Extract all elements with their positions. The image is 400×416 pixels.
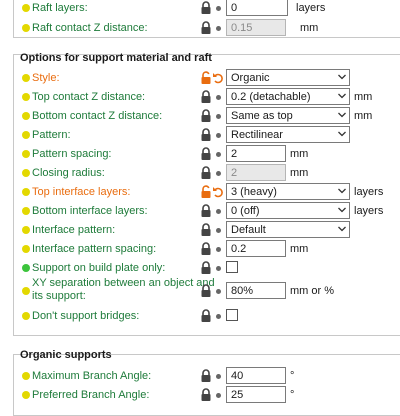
lock-icon[interactable]: [200, 204, 212, 218]
lock-icon[interactable]: [200, 109, 212, 123]
dont-support-bridges-checkbox[interactable]: [226, 309, 238, 321]
raft-layers-row: [14, 0, 400, 18]
support-build-plate-row: [14, 259, 400, 278]
pattern-spacing-label: Pattern spacing:: [32, 148, 112, 160]
unlock-icon[interactable]: [200, 185, 212, 199]
lock-icon[interactable]: [200, 223, 212, 237]
bottom-interface-layers-row: [14, 202, 400, 221]
lock-icon[interactable]: [200, 166, 212, 180]
group-title: Organic supports: [20, 349, 112, 361]
raft-contact-z-label: Raft contact Z distance:: [32, 22, 148, 34]
bottom-contact-z-value: Same as top: [231, 110, 293, 122]
support-build-plate-label: Support on build plate only:: [32, 262, 166, 274]
status-dot-yellow: [22, 287, 30, 295]
chevron-down-icon: [338, 207, 346, 213]
top-contact-z-value: 0.2 (detachable): [231, 91, 311, 103]
bullet-icon: [216, 228, 221, 233]
preferred-branch-angle-unit: °: [290, 389, 295, 401]
chevron-down-icon: [338, 112, 346, 118]
status-dot-yellow: [22, 312, 30, 320]
interface-pattern-spacing-unit: mm: [290, 243, 309, 255]
top-contact-z-select[interactable]: [226, 88, 350, 105]
closing-radius-row: [14, 164, 400, 183]
interface-pattern-select[interactable]: [226, 221, 350, 238]
top-contact-z-unit: mm: [354, 91, 373, 103]
style-value: Organic: [231, 72, 270, 84]
chevron-down-icon: [338, 93, 346, 99]
bottom-contact-z-select[interactable]: [226, 107, 350, 124]
lock-icon[interactable]: [200, 147, 212, 161]
top-interface-layers-unit: layers: [354, 186, 384, 198]
closing-radius-input[interactable]: 2: [226, 164, 286, 181]
pattern-spacing-input[interactable]: 2: [226, 145, 286, 162]
lock-icon[interactable]: [200, 242, 212, 256]
top-interface-layers-select[interactable]: [226, 183, 350, 200]
lock-icon[interactable]: [200, 261, 212, 275]
bullet-icon: [216, 289, 221, 294]
raft-layers-label: Raft layers:: [32, 2, 88, 14]
status-dot-yellow: [22, 74, 30, 82]
style-row: [14, 69, 400, 88]
status-dot-yellow: [22, 150, 30, 158]
lock-icon[interactable]: [200, 90, 212, 104]
bullet-icon: [216, 95, 221, 100]
pattern-value: Rectilinear: [231, 129, 283, 141]
bullet-icon: [216, 374, 221, 379]
raft-options-group: [13, 0, 400, 38]
status-dot-yellow: [22, 24, 30, 32]
chevron-down-icon: [338, 188, 346, 194]
dont-support-bridges-label: Don't support bridges:: [32, 310, 140, 322]
pattern-spacing-row: [14, 145, 400, 164]
interface-pattern-value: Default: [231, 224, 266, 236]
bullet-icon: [216, 26, 221, 31]
bottom-interface-layers-value: 0 (off): [231, 205, 260, 217]
raft-contact-z-unit: mm: [300, 22, 319, 34]
undo-arrow-icon[interactable]: [212, 71, 224, 85]
chevron-down-icon: [338, 226, 346, 232]
pattern-row: [14, 126, 400, 145]
support-options-group: [13, 54, 400, 336]
max-branch-angle-label: Maximum Branch Angle:: [32, 370, 152, 382]
lock-icon[interactable]: [200, 1, 212, 15]
pattern-label: Pattern:: [32, 129, 71, 141]
status-dot-yellow: [22, 169, 30, 177]
xy-separation-row: [14, 277, 400, 302]
bottom-contact-z-label: Bottom contact Z distance:: [32, 110, 163, 122]
pattern-select[interactable]: [226, 126, 350, 143]
lock-icon[interactable]: [200, 369, 212, 383]
interface-pattern-label: Interface pattern:: [32, 224, 116, 236]
status-dot-yellow: [22, 207, 30, 215]
bottom-contact-z-row: [14, 107, 400, 126]
dont-support-bridges-row: [14, 307, 400, 326]
preferred-branch-angle-row: [14, 386, 400, 405]
bullet-icon: [216, 171, 221, 176]
status-dot-yellow: [22, 112, 30, 120]
raft-layers-unit: layers: [296, 2, 326, 14]
bullet-icon: [216, 152, 221, 157]
status-dot-yellow: [22, 391, 30, 399]
bullet-icon: [216, 114, 221, 119]
raft-contact-z-input[interactable]: 0.15: [226, 19, 286, 36]
preferred-branch-angle-label: Preferred Branch Angle:: [32, 389, 150, 401]
group-title: Options for support material and raft: [20, 52, 212, 64]
bullet-icon: [216, 133, 221, 138]
raft-layers-spinner[interactable]: 0: [226, 0, 288, 16]
status-dot-yellow: [22, 226, 30, 234]
bullet-icon: [216, 314, 221, 319]
status-dot-yellow: [22, 131, 30, 139]
support-build-plate-checkbox[interactable]: [226, 261, 238, 273]
closing-radius-unit: mm: [290, 167, 309, 179]
undo-arrow-icon[interactable]: [212, 185, 224, 199]
max-branch-angle-row: [14, 367, 400, 386]
unlock-icon[interactable]: [200, 71, 212, 85]
bottom-interface-layers-label: Bottom interface layers:: [32, 205, 148, 217]
style-select[interactable]: [226, 69, 350, 86]
raft-contact-z-row: [14, 19, 400, 38]
bullet-icon: [216, 6, 221, 11]
lock-icon[interactable]: [200, 309, 212, 323]
status-dot-yellow: [22, 4, 30, 12]
chevron-down-icon: [338, 74, 346, 80]
top-contact-z-row: [14, 88, 400, 107]
lock-icon[interactable]: [200, 128, 212, 142]
xy-separation-label-line2: its support:: [32, 290, 86, 302]
xy-separation-label-line1: XY separation between an object and: [32, 277, 215, 289]
status-dot-yellow: [22, 188, 30, 196]
preferred-branch-angle-input[interactable]: 25: [226, 386, 286, 403]
top-interface-layers-value: 3 (heavy): [231, 186, 277, 198]
bottom-interface-layers-unit: layers: [354, 205, 384, 217]
bullet-icon: [216, 393, 221, 398]
bullet-icon: [216, 266, 221, 271]
xy-separation-unit: mm or %: [290, 285, 334, 297]
interface-pattern-spacing-row: [14, 240, 400, 259]
status-dot-yellow: [22, 245, 30, 253]
interface-pattern-spacing-label: Interface pattern spacing:: [32, 243, 157, 255]
xy-separation-label: [32, 277, 215, 303]
organic-supports-group: [13, 349, 400, 416]
xy-separation-input[interactable]: 80%: [226, 282, 286, 299]
bullet-icon: [216, 209, 221, 214]
status-dot-green: [22, 264, 30, 272]
style-label: Style:: [32, 72, 60, 84]
interface-pattern-row: [14, 221, 400, 240]
chevron-down-icon: [338, 131, 346, 137]
lock-icon[interactable]: [200, 284, 212, 298]
status-dot-yellow: [22, 372, 30, 380]
status-dot-yellow: [22, 93, 30, 101]
bottom-interface-layers-select[interactable]: [226, 202, 350, 219]
max-branch-angle-input[interactable]: 40: [226, 367, 286, 384]
pattern-spacing-unit: mm: [290, 148, 309, 160]
bullet-icon: [216, 247, 221, 252]
interface-pattern-spacing-input[interactable]: 0.2: [226, 240, 286, 257]
top-interface-layers-row: [14, 183, 400, 202]
max-branch-angle-unit: °: [290, 370, 295, 382]
top-interface-layers-label: Top interface layers:: [32, 186, 131, 198]
top-contact-z-label: Top contact Z distance:: [32, 91, 146, 103]
bottom-contact-z-unit: mm: [354, 110, 373, 122]
lock-icon[interactable]: [200, 21, 212, 35]
closing-radius-label: Closing radius:: [32, 167, 105, 179]
